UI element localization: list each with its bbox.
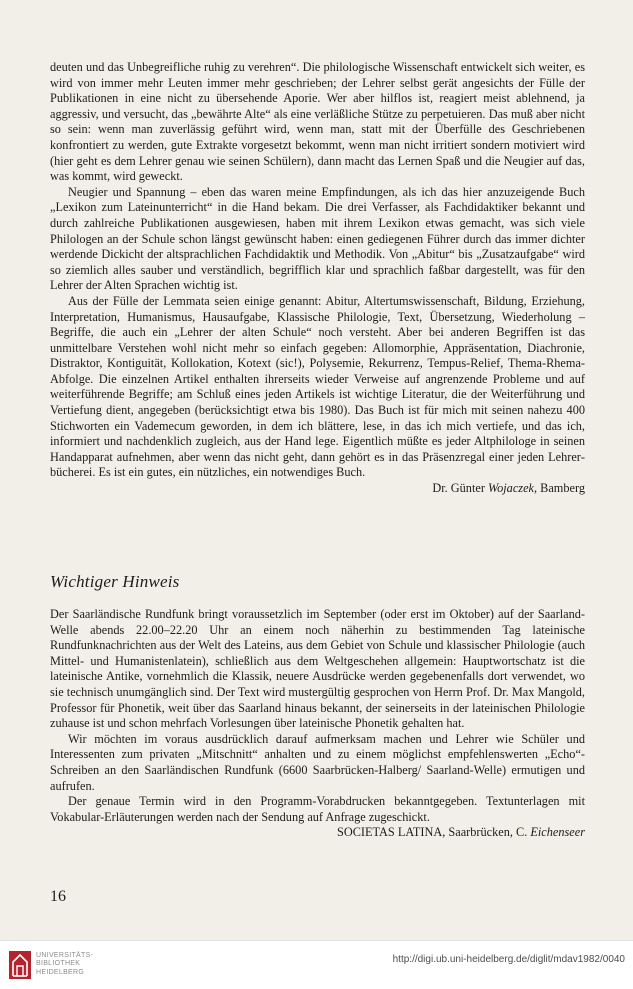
notice-paragraph-1: Der Saarländische Rundfunk bringt voraussetzlich im September (oder erst im Oktober) auf der Saarland-Welle abends 22.00–22.20 Uhr an einem noch näherhin zu bestimmenden Tag lateinische Rundfunknachrichten aus der Welt des Lateins, aus dem Gebiet von Schule und klassischer Philologie (auch Mittel- und Humanistenlatein), schließlich aus dem Weltgeschehen allgemein: Hauptwortschatz ist die lateinische Antike, vornehmlich die Klassik, neuere Ausdrücke werden gegebenenfalls dort verwendet, wo sie technisch unumgänglich sind. Der Text wird mustergültig gesprochen von Herrn Prof. Dr. Max Mangold, Professor für Phonetik, weit über das Saarland hinaus bekannt, der seinerseits in der lateinischen Philologie zuhause ist und schon mehrfach Vorlesungen über lateinische Phonetik gehalten hat. bbox=[50, 607, 585, 731]
library-name-line-2: BIBLIOTHEK bbox=[36, 960, 81, 968]
section-heading: Wichtiger Hinweis bbox=[50, 572, 180, 591]
notice-article bbox=[50, 607, 585, 841]
notice-signature-prefix: SOCIETAS LATINA, Saarbrücken, C. bbox=[337, 825, 528, 840]
review-signature bbox=[50, 481, 585, 497]
library-name-line-3: HEIDELBERG bbox=[36, 968, 85, 976]
notice-signature bbox=[50, 825, 585, 841]
signature-prefix: Dr. Günter bbox=[432, 481, 485, 496]
signature-place: Bamberg bbox=[540, 481, 585, 496]
library-name-line-1: UNIVERSITÄTS- bbox=[36, 952, 94, 959]
article-paragraph-2: Neugier und Spannung – eben das waren meine Empfindungen, als ich das hier anzuzeigende Buch „Lexikon zum Lateinunterricht“ in die Hand bekam. Die drei Verfasser, als Fachdidaktiker bekannt und durch zahlreiche Publikationen ausgewiesen, haben mit ihrem Lexikon etwas gemacht, was sich viele Philologen an der Schule schon längst gewünscht haben: einen gediegenen Führer durch das immer dichter werdende Dickicht der altsprachlichen Fachdidaktik und Methodik. Von „Abitur“ bis „Zusatzaufgabe“ wird so ziemlich alles sauber und verständlich, begrifflich klar und sprachlich faßbar dargestellt, was für den Lehrer der Alten Sprachen wichtig ist. bbox=[50, 184, 585, 293]
page-number: 16 bbox=[50, 888, 66, 905]
notice-paragraph-2: Wir möchten im voraus ausdrücklich darauf aufmerksam machen und Lehrer wie Schüler und Interessenten zum privaten „Mitschnitt“ anhalten und zu einem möglichst empfehlenswerten „Echo“-Schreiben an den Saarländischen Rundfunk (6600 Saarbrücken-Halberg/ Saarland-Welle) ermutigen und aufrufen. bbox=[50, 731, 585, 793]
library-logo-icon[interactable] bbox=[8, 950, 32, 980]
article-paragraph-3: Aus der Fülle der Lemmata seien einige genannt: Abitur, Altertumswissenschaft, Bildung, Erziehung, Interpretation, Humanismus, Hausaufgabe, Klassische Philologie, Text, Übersetzung, Wiederholung – Begriffe, die auch ein „Lehrer der alten Schule“ noch versteht. Aber bei anderen Begriffen ist das unmittelbare Verstehen wohl nicht mehr so einfach gegeben: Allomorphie, Appräsentation, Diachronie, Distraktor, Kontiguität, Kollokation, Kotext (sic!), Polysemie, Rekurrenz, Tempus-Relief, Thema-Rhema-Abfolge. Die einzelnen Artikel enthalten ihrerseits wieder Verweise auf angrenzende Probleme und auf weiterführende Begriffe; am Schluß eines jeden Artikels ist wichtige Literatur, die der Weiterführung und Vertiefung dient, angegeben (berücksichtigt etwa bis 1980). Das Buch ist für mich mit seinen nahezu 400 Stichworten ein Vademecum geworden, in dem ich blättere, lese, in das ich mich vertiefe, und das ich, informiert und nachdenklich zugleich, aus der Hand lege. Eigentlich müßte es jeder Altphilologe in seinen Handapparat aufnehmen, aber wenn das nicht geht, dann gehört es in das Präsenzregal einer jeden Lehrerbücherei. Es ist ein gutes, ein nützliches, ein notwendiges Buch. bbox=[50, 293, 585, 480]
review-article bbox=[50, 60, 585, 497]
article-paragraph-1: deuten und das Unbegreifliche ruhig zu verehren“. Die philologische Wissenschaft entwickelt sich weiter, es wird von immer mehr Leuten immer mehr geschrieben; der Lehrer selbst gerät angesichts der Fülle der Publikationen in eine nicht zu übersehende Aporie. Wer aber hilflos ist, reagiert meist ablehnend, ja aggressiv, und versucht, das „bewährte Alte“ als eine verläßliche Stütze zu perpetuieren. Das muß aber nicht so sein: wenn man zuverlässig geführt wird, wenn man, statt mit der Überfülle des Geschriebenen konfrontiert zu werden, gute Extrakte vorgesetzt bekommt, wenn man nicht irritiert sondern motiviert wird (hier geht es dem Lehrer genau wie seinen Schülern), dann macht das Lernen Spaß und die Neugier auf das, was kommt, wird geweckt. bbox=[50, 60, 585, 184]
notice-paragraph-3: Der genaue Termin wird in den Programm-Vorabdrucken bekanntgegeben. Textunterlagen mit Vokabular-Erläuterungen werden nach der Sendung auf Anfrage zugeschickt. bbox=[50, 794, 585, 824]
document-url[interactable]: http://digi.ub.uni-heidelberg.de/diglit/mdav1982/0040 bbox=[392, 954, 625, 965]
notice-signature-name: Eichenseer bbox=[530, 825, 585, 840]
signature-name: Wojaczek, bbox=[488, 481, 538, 496]
viewer-footer bbox=[0, 940, 633, 989]
library-name bbox=[36, 952, 93, 977]
